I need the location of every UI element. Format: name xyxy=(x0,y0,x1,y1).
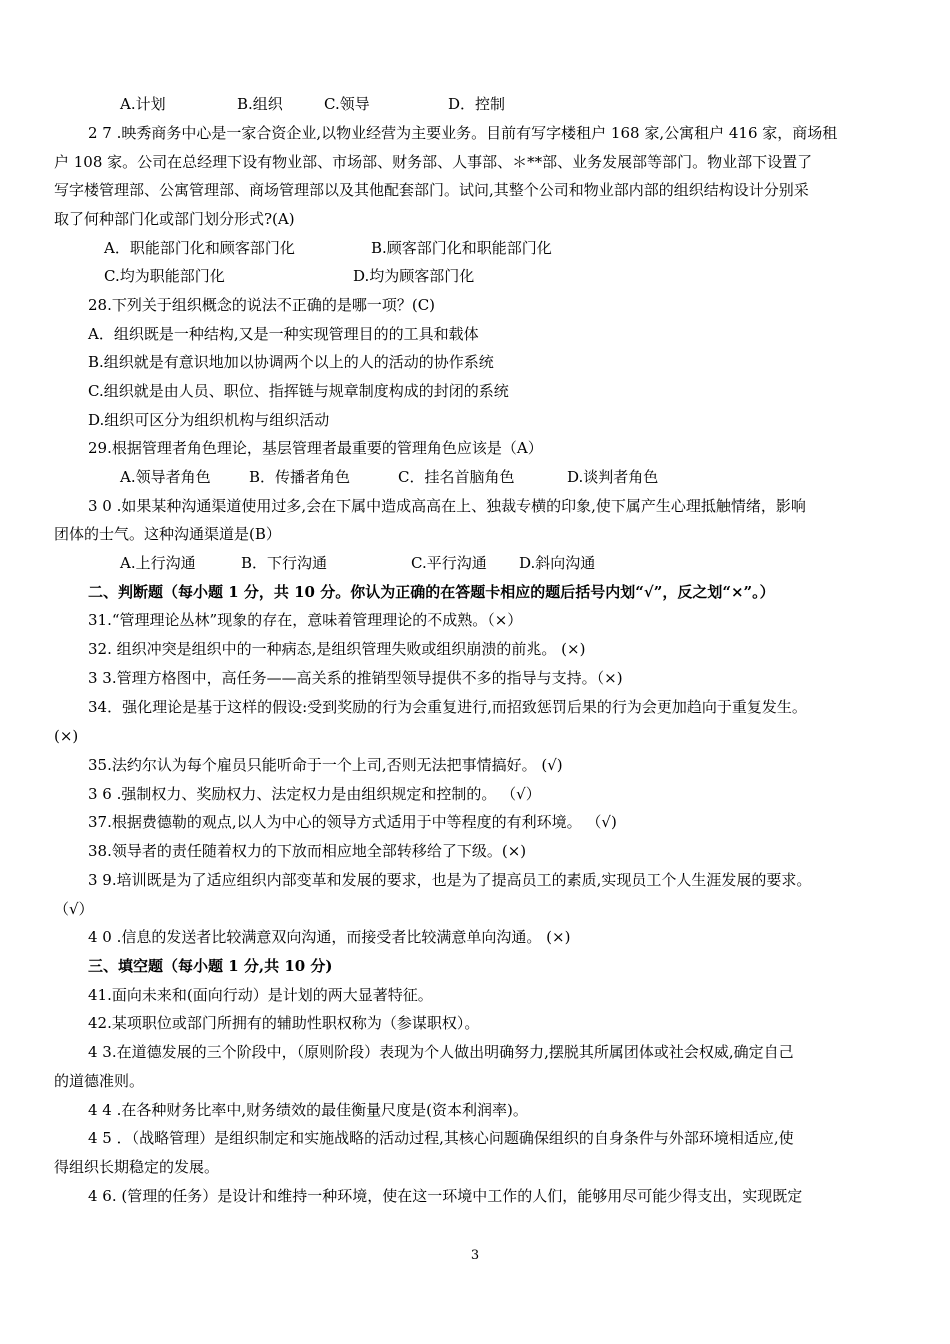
line-text: 3 6 .强制权力、奖励权力、法定权力是由组织规定和控制的。 （√） xyxy=(88,785,541,803)
line-text: 写字楼管理部、公寓管理部、商场管理部以及其他配套部门。试问,其整个公司和物业部内部的组织结构设计分别采 xyxy=(54,181,809,199)
option-text: B.顾客部门化和职能部门化 xyxy=(371,239,552,257)
line-text: 三、填空题（每小题 1 分,共 10 分) xyxy=(88,957,333,975)
option-text: A.上行沟通 xyxy=(120,554,196,572)
option-text: D.均为顾客部门化 xyxy=(353,267,475,285)
line-text: 4 5 ．（战略管理）是组织制定和实施战略的活动过程,其核心问题确保组织的自身条件与外部环境相适应,使 xyxy=(88,1129,794,1147)
line-text: 取了何种部门化或部门划分形式?(A) xyxy=(54,210,295,228)
line-text: 团体的士气。这种沟通渠道是(B） xyxy=(54,525,281,543)
line-text: (×) xyxy=(54,727,79,745)
line-text: B.组织就是有意识地加以协调两个以上的人的活动的协作系统 xyxy=(88,353,494,371)
line-text: 3 0 .如果某种沟通渠道使用过多,会在下属中造成高高在上、独裁专横的印象,使下属产生心理抵触情绪，影响 xyxy=(88,497,806,515)
line-text: 2 7 .映秀商务中心是一家合资企业,以物业经营为主要业务。目前有写字楼租户 168 家,公寓租户 416 家，商场租 xyxy=(88,124,838,142)
option-text: C．挂名首脑角色 xyxy=(398,468,515,486)
line-text: （√） xyxy=(54,900,94,918)
line-text: C.组织就是由人员、职位、指挥链与规章制度构成的封闭的系统 xyxy=(88,382,509,400)
option-text: C.平行沟通 xyxy=(411,554,487,572)
option-text: B．传播者角色 xyxy=(249,468,351,486)
option-text: A.计划 xyxy=(120,95,166,113)
line-text: 3 9.培训既是为了适应组织内部变革和发展的要求，也是为了提高员工的素质,实现员工个人生涯发展的要求。 xyxy=(88,871,812,889)
line-text: 4 4 .在各种财务比率中,财务绩效的最佳衡量尺度是(资本利润率)。 xyxy=(88,1101,528,1119)
line-text: 4 6. (管理的任务）是设计和维持一种环境，使在这一环境中工作的人们，能够用尽可能少得支出，实现既定 xyxy=(88,1187,803,1205)
line-text: 4 0 .信息的发送者比较满意双向沟通，而接受者比较满意单向沟通。 (×) xyxy=(88,928,571,946)
line-text: 35.法约尔认为每个雇员只能听命于一个上司,否则无法把事情搞好。 (√) xyxy=(88,756,563,774)
line-text: 4 3.在道德发展的三个阶段中，（原则阶段）表现为个人做出明确努力,摆脱其所属团体或社会权威,确定自己 xyxy=(88,1043,794,1061)
line-text: 的道德准则。 xyxy=(54,1072,145,1090)
line-text: 34．强化理论是基于这样的假设:受到奖励的行为会重复进行,而招致惩罚后果的行为会更加趋向于重复发生。 xyxy=(88,698,807,716)
line-text: D.组织可区分为组织机构与组织活动 xyxy=(88,411,330,429)
option-text: C.均为职能部门化 xyxy=(104,267,225,285)
option-text: B．下行沟通 xyxy=(241,554,328,572)
line-text: 37.根据费德勒的观点,以人为中心的领导方式适用于中等程度的有利环境。 （√) xyxy=(88,813,617,831)
line-text: 28.下列关于组织概念的说法不正确的是哪一项？(C) xyxy=(88,296,436,314)
line-text: 户 108 家。公司在总经理下设有物业部、市场部、财务部、人事部、＊**部、业务发展部等部门。物业部下设置了 xyxy=(54,153,813,171)
line-text: 41.面向未来和(面向行动）是计划的两大显著特征。 xyxy=(88,986,433,1004)
line-text: 得组织长期稳定的发展。 xyxy=(54,1158,220,1176)
line-text: 38.领导者的责任随着权力的下放而相应地全部转移给了下级。(×) xyxy=(88,842,527,860)
line-text: 42.某项职位或部门所拥有的辅助性职权称为（参谋职权）。 xyxy=(88,1014,480,1032)
option-text: D．控制 xyxy=(448,95,506,113)
option-text: B.组织 xyxy=(237,95,283,113)
option-text: D.谈判者角色 xyxy=(567,468,659,486)
option-text: A．职能部门化和顾客部门化 xyxy=(104,239,295,257)
page-number: 3 xyxy=(470,1248,480,1263)
line-text: 31.“管理理论丛林”现象的存在，意味着管理理论的不成熟。（×） xyxy=(88,611,523,629)
line-text: 3 3.管理方格图中，高任务——高关系的推销型领导提供不多的指导与支持。（×) xyxy=(88,669,623,687)
line-text: 32. 组织冲突是组织中的一种病态,是组织管理失败或组织崩溃的前兆。 (×) xyxy=(88,640,586,658)
line-text: A．组织既是一种结构,又是一种实现管理目的的工具和载体 xyxy=(88,325,479,343)
line-text: 29.根据管理者角色理论，基层管理者最重要的管理角色应该是（A） xyxy=(88,439,543,457)
option-text: A.领导者角色 xyxy=(120,468,211,486)
option-text: D.斜向沟通 xyxy=(519,554,596,572)
option-text: C.领导 xyxy=(324,95,370,113)
line-text: 二、判断题（每小题 1 分，共 10 分。你认为正确的在答题卡相应的题后括号内划“√”，反之划“×”。） xyxy=(88,583,775,601)
